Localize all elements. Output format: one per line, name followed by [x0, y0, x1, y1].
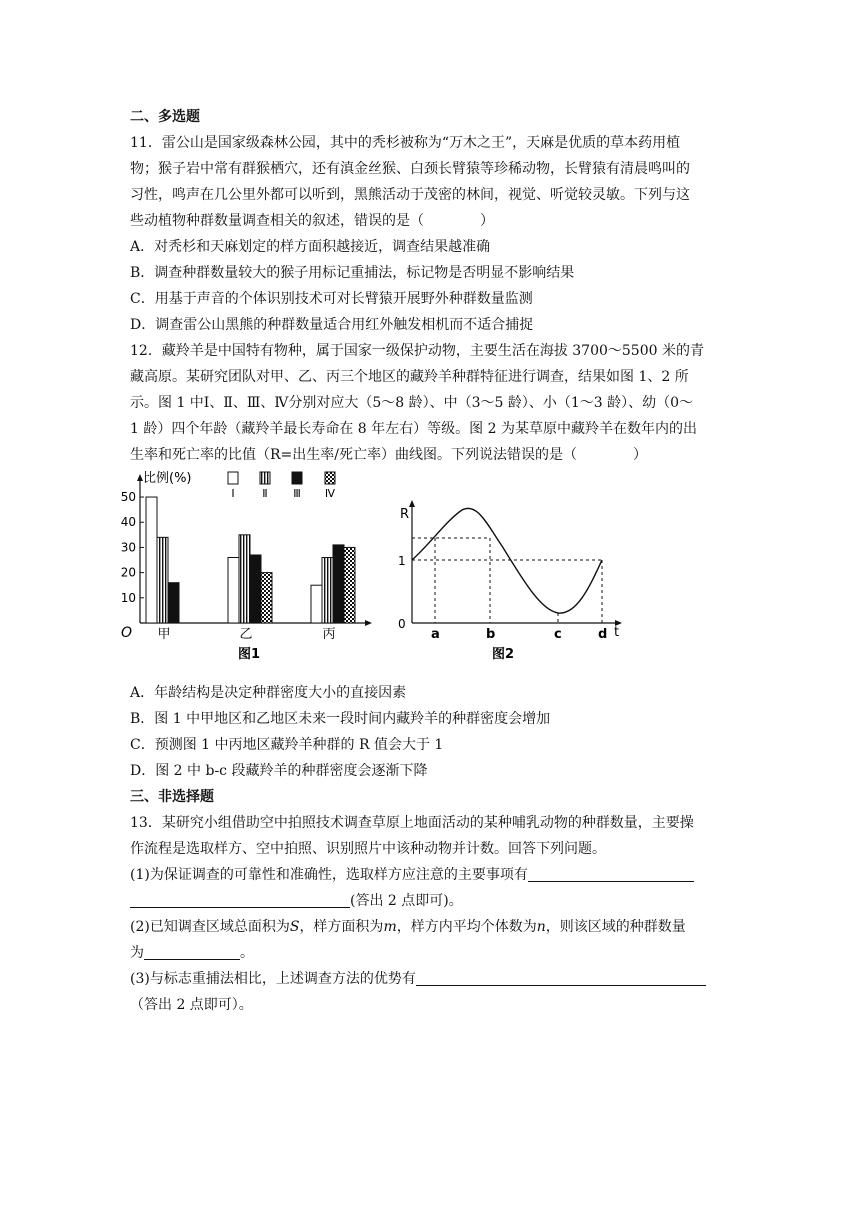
q13-part2-text: ，样方内平均个体数为	[396, 919, 537, 935]
q11-line: 物；猴子岩中常有群猴栖穴，还有滇金丝猴、白颈长臂猿等珍稀动物，长臂猿有清晨鸣叫的	[130, 161, 690, 177]
fig1-bar	[157, 537, 168, 623]
fig1-legend-swatch	[260, 472, 270, 484]
q13-part2-text: ，样方面积为	[299, 919, 384, 935]
fig1-bar	[239, 535, 250, 623]
fig1-caption: 图1	[238, 647, 261, 662]
fig1-x-arrow	[365, 620, 372, 626]
q12-line: 示。图 1 中Ⅰ、Ⅱ、Ⅲ、Ⅳ分别对应大（5～8 龄）、中（3～5 龄）、小（1～3 龄）、幼（0～	[130, 395, 694, 411]
q13-part3-note: （答出 2 点即可）。	[130, 997, 253, 1013]
fig1-bar	[333, 545, 344, 623]
q13-part1	[130, 862, 730, 888]
q13-line: 13．某研究小组借助空中拍照技术调查草原上地面活动的某种哺乳动物的种群数量，主要操	[130, 815, 694, 831]
fig1-bar	[261, 573, 272, 623]
q11-option-d: D．调查雷公山黑熊的种群数量适合用红外触发相机而不适合捕捉	[130, 317, 534, 333]
q12-option-d: D．图 2 中 b-c 段藏羚羊的种群密度会逐渐下降	[130, 763, 428, 779]
fig2-y-label: R	[400, 507, 410, 522]
q13-part1-note: (答出 2 点即可)。	[350, 893, 463, 909]
fig1-category-label: 甲	[157, 627, 171, 642]
q11-line: 些动植物种群数量调查相关的叙述，错误的是（ ）	[130, 213, 494, 229]
fig1-bar	[228, 558, 239, 624]
q13-part2-text: 为	[130, 945, 144, 961]
q13-line: 作流程是选取样方、空中拍照、识别照片中该种动物并计数。回答下列问题。	[130, 841, 606, 857]
fig1-ytick-label: 40	[120, 515, 136, 530]
question-11	[130, 130, 730, 338]
q12-line: 12．藏羚羊是中国特有物种，属于国家一级保护动物，主要生活在海拔 3700～5500 米的青	[130, 343, 704, 359]
fig1-bar	[168, 583, 179, 623]
fig1-legend-swatch	[228, 472, 238, 484]
document-page	[120, 104, 730, 1018]
fig2-xtick-b: b	[486, 627, 496, 642]
fig2-r-curve	[412, 508, 602, 613]
fig1-origin-label: O	[121, 625, 133, 641]
q12-option-b: B．图 1 中甲地区和乙地区未来一段时间内藏羚羊的种群密度会增加	[130, 711, 551, 727]
fig2-xtick-d: d	[598, 627, 608, 642]
fig1-bar	[344, 547, 355, 623]
q12-line: 藏高原。某研究团队对甲、乙、丙三个地区的藏羚羊种群特征进行调查，结果如图 1、2 所	[130, 369, 689, 385]
fig1-bar	[322, 558, 333, 624]
fig1-ytick-label: 20	[120, 565, 136, 580]
q13-part1-text: (1)为保证调查的可靠性和准确性，选取样方应注意的主要事项有	[130, 867, 528, 883]
q12-line: 生率和死亡率的比值（R=出生率/死亡率）曲线图。下列说法错误的是（ ）	[130, 447, 647, 463]
var-n: n	[536, 919, 546, 935]
figure-1-bar-chart	[120, 470, 380, 675]
var-m: m	[383, 919, 397, 935]
fig1-ytick-label: 10	[120, 590, 136, 605]
q13-part3-cont	[130, 992, 730, 1018]
section-heading-non-choice: 三、非选择题	[130, 789, 214, 805]
question-13	[130, 810, 730, 1018]
q13-part2	[130, 914, 730, 940]
figures-row	[120, 470, 730, 680]
fig2-caption: 图2	[492, 647, 515, 662]
section-heading-multiple-choice: 二、多选题	[130, 109, 200, 125]
fig1-y-label: 比例(%)	[143, 471, 192, 486]
q11-line: 11．雷公山是国家级森林公园，其中的秃杉被称为“万木之王”，天麻是优质的草本药用植	[130, 135, 681, 151]
fig1-legend-label: Ⅰ	[231, 487, 235, 500]
fig2-x-label: t	[614, 625, 620, 640]
q13-part2-cont	[130, 940, 730, 966]
q11-option-b: B．调查种群数量较大的猴子用标记重捕法，标记物是否明显不影响结果	[130, 265, 575, 281]
q13-part1-cont	[130, 888, 730, 914]
fig2-ytick-1: 1	[398, 554, 406, 568]
q12-option-c: C．预测图 1 中丙地区藏羚羊种群的 R 值会大于 1	[130, 737, 444, 753]
fig2-ytick-0: 0	[398, 617, 406, 631]
answer-blank[interactable]	[416, 969, 706, 986]
q11-option-a: A．对秃杉和天麻划定的样方面积越接近，调查结果越准确	[130, 239, 491, 255]
fig2-xtick-a: a	[431, 627, 440, 642]
fig1-legend-label: Ⅳ	[324, 487, 336, 500]
fig1-legend-label: Ⅲ	[293, 487, 301, 500]
fig1-category-label: 丙	[322, 627, 336, 642]
var-s: S	[289, 919, 300, 935]
answer-blank[interactable]	[130, 891, 350, 908]
q11-option-c: C．用基于声音的个体识别技术可对长臂猿开展野外种群数量监测	[130, 291, 533, 307]
fig1-ytick-label: 30	[120, 540, 136, 555]
question-12	[120, 338, 730, 784]
fig1-bar	[146, 497, 157, 623]
fig1-legend-label: Ⅱ	[262, 487, 268, 500]
q13-part3	[130, 966, 730, 992]
fig1-ytick-label: 50	[120, 490, 136, 505]
q12-line: 1 龄）四个年龄（藏羚羊最长寿命在 8 年左右）等级。图 2 为某草原中藏羚羊在数年内的出	[130, 421, 697, 437]
fig1-bar	[311, 585, 322, 623]
figure-2-line-chart	[392, 498, 632, 680]
answer-blank[interactable]	[144, 943, 240, 960]
q13-part2-text: 。	[240, 945, 254, 961]
answer-blank[interactable]	[528, 865, 694, 882]
q12-option-a: A．年龄结构是决定种群密度大小的直接因素	[130, 685, 407, 701]
fig1-legend-swatch	[325, 472, 335, 484]
fig1-bar	[250, 555, 261, 623]
fig2-xtick-c: c	[554, 627, 562, 642]
q13-part3-text: (3)与标志重捕法相比，上述调查方法的优势有	[130, 971, 416, 987]
q11-line: 习性，鸣声在几公里外都可以听到，黑熊活动于茂密的林间，视觉、听觉较灵敏。下列与这	[130, 187, 690, 203]
q13-part2-text: ，则该区域的种群数量	[545, 919, 686, 935]
fig1-legend-swatch	[292, 472, 302, 484]
fig2-y-arrow	[409, 500, 415, 507]
fig1-category-label: 乙	[239, 627, 253, 642]
q13-part2-text: (2)已知调查区域总面积为	[130, 919, 290, 935]
